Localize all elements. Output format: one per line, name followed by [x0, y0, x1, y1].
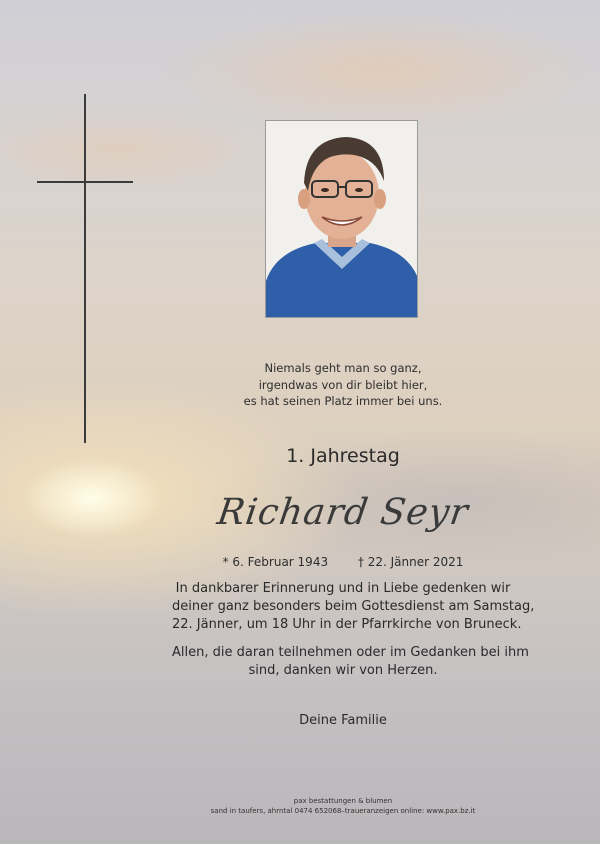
- deceased-name: Richard Seyr: [214, 492, 472, 533]
- footer: [150, 796, 536, 816]
- anniversary-heading: 1. Jahrestag: [286, 445, 400, 467]
- portrait-photo: [265, 120, 418, 318]
- memorial-message: [172, 580, 535, 680]
- birth-date: * 6. Februar 1943: [222, 555, 329, 569]
- poem: [200, 360, 486, 410]
- poem-line: irgendwas von dir bleibt hier,: [258, 377, 428, 392]
- cross-icon-bar: [37, 181, 133, 183]
- cross-icon: [84, 94, 86, 443]
- footer-company: pax bestattungen & blumen: [293, 797, 393, 805]
- signature: Deine Familie: [299, 713, 387, 728]
- footer-contact: sand in taufers, ahrntal 0474 652068–traueranzeigen online: www.pax.bz.it: [210, 807, 476, 815]
- message-line: deiner ganz besonders beim Gottesdienst am Samstag,: [172, 599, 535, 614]
- message-line: In dankbarer Erinnerung und in Liebe gedenken wir: [175, 581, 511, 596]
- message-line: sind, danken wir von Herzen.: [248, 663, 438, 678]
- death-date: † 22. Jänner 2021: [357, 555, 464, 569]
- message-line: 22. Jänner, um 18 Uhr in der Pfarrkirche von Bruneck.: [172, 617, 522, 632]
- poem-line: Niemals geht man so ganz,: [264, 361, 422, 375]
- life-dates: [200, 555, 486, 569]
- message-line: Allen, die daran teilnehmen oder im Gedanken bei ihm: [172, 645, 529, 660]
- poem-line: es hat seinen Platz immer bei uns.: [243, 394, 443, 408]
